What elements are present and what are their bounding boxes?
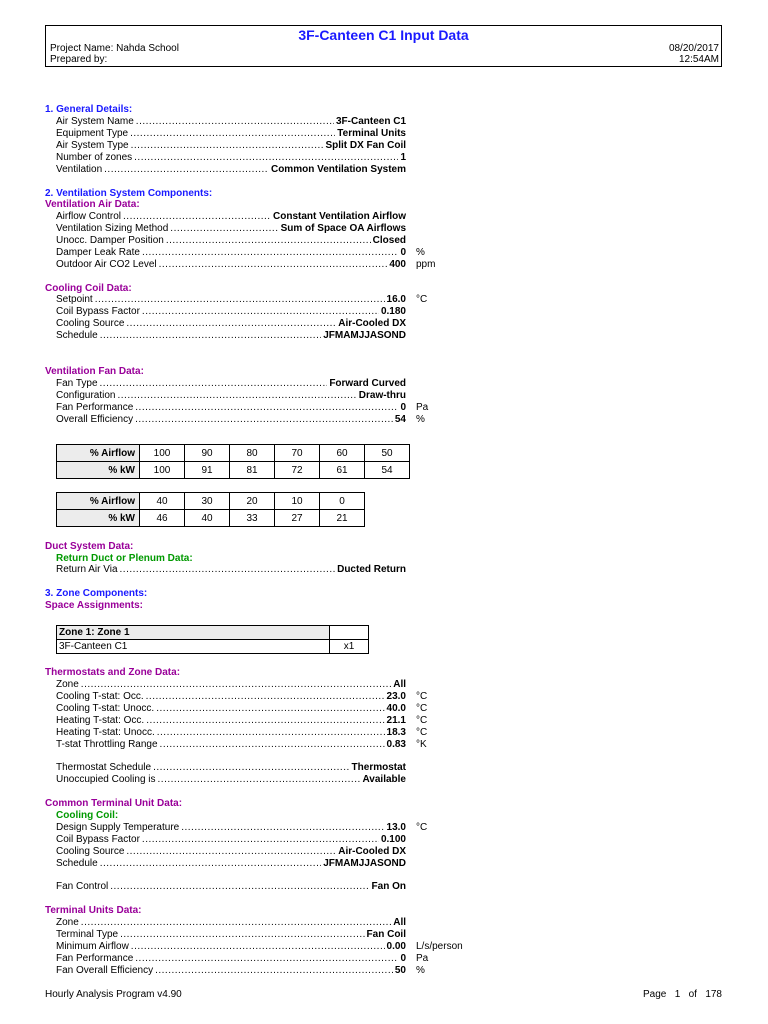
table-cell: 60 [320,445,365,462]
data-row [56,941,406,953]
leader-dots [170,223,278,235]
leader-dots [136,116,334,128]
data-row [56,834,406,846]
row-label: Number of zones [56,152,133,163]
data-row [56,318,406,330]
data-row [56,223,406,235]
data-row [56,247,406,259]
data-row [56,259,406,271]
data-row [56,822,406,834]
leader-dots [159,259,388,271]
leader-dots [104,164,269,176]
row-label: Coil Bypass Factor [56,834,140,845]
space-name-cell: 3F-Canteen C1 [57,640,330,654]
table-cell: 70 [275,445,320,462]
row-value: 13.0 [386,822,406,833]
leader-dots [120,564,336,576]
data-row [56,306,406,318]
data-row [56,858,406,870]
table-cell: 10 [275,493,320,510]
page-label: Page [643,989,667,1000]
row-label: Design Supply Temperature [56,822,180,833]
leader-dots [146,715,384,727]
leader-dots [100,858,322,870]
table-cell: 21 [320,510,365,527]
row-value: 400 [389,259,406,270]
row-value: 40.0 [386,703,406,714]
row-label: T-stat Throttling Range [56,739,158,750]
row-label: Thermostat Schedule [56,762,152,773]
row-label: Schedule [56,858,98,869]
table-cell: 81 [230,462,275,479]
row-label: Heating T-stat: Occ. [56,715,145,726]
table-cell: 20 [230,493,275,510]
fan-curve-table-2 [56,492,365,527]
row-label: Setpoint [56,294,93,305]
row-unit: °C [416,727,428,738]
leader-dots [131,941,385,953]
section-ventilation-heading: 2. Ventilation System Components: [45,188,213,199]
data-row [56,953,406,965]
row-label: Cooling Source [56,318,125,329]
data-row [56,929,406,941]
row-label: Damper Leak Rate [56,247,140,258]
row-value: Common Ventilation System [270,164,406,175]
row-value: 0 [400,402,406,413]
row-value: 0 [400,247,406,258]
table-cell: 91 [185,462,230,479]
table-cell: 100 [140,462,185,479]
row-unit: °C [416,294,428,305]
project-name: Project Name: Nahda School [50,43,179,54]
row-label: Air System Type [56,140,129,151]
duct-system-heading: Duct System Data: [45,541,134,552]
row-value: 0.100 [380,834,406,845]
page-of-label: of [688,989,697,1000]
row-value: Air-Cooled DX [338,846,406,857]
section-general-heading: 1. General Details: [45,104,133,115]
row-value: 3F-Canteen C1 [335,116,406,127]
row-label: Fan Type [56,378,98,389]
cooling-coil-heading: Cooling Coil Data: [45,283,132,294]
leader-dots [81,679,391,691]
row-value: 0 [400,953,406,964]
leader-dots [110,881,369,893]
row-unit: °C [416,715,428,726]
data-row [56,128,406,140]
row-label: Airflow Control [56,211,122,222]
row-label: Zone [56,679,79,690]
data-row [56,140,406,152]
row-value: Terminal Units [337,128,406,139]
data-row [56,965,406,977]
data-row [56,691,406,703]
row-label: Minimum Airflow [56,941,129,952]
row-value: Draw-thru [358,390,406,401]
thermostats-heading: Thermostats and Zone Data: [45,667,181,678]
table-row [57,445,410,462]
table-cell: 33 [230,510,275,527]
table-cell: 40 [185,510,230,527]
row-value: Closed [372,235,406,246]
row-value: Available [362,774,406,785]
row-value: 21.1 [386,715,406,726]
data-row [56,846,406,858]
table-cell: 80 [230,445,275,462]
leader-dots [166,235,371,247]
row-value: 0.180 [380,306,406,317]
row-value: 16.0 [386,294,406,305]
row-label: Unocc. Damper Position [56,235,164,246]
row-value: 0.83 [386,739,406,750]
row-value: Thermostat [351,762,406,773]
leader-dots [142,834,379,846]
leader-dots [181,822,384,834]
data-row [56,727,406,739]
space-multiplier-cell: x1 [330,640,369,654]
report-header [45,25,722,67]
row-label: Outdoor Air CO2 Level [56,259,157,270]
leader-dots [135,402,398,414]
row-unit: L/s/person [416,941,463,952]
prepared-by: Prepared by: [50,54,108,65]
terminal-units-heading: Terminal Units Data: [45,905,142,916]
page-total: 178 [705,989,722,1000]
row-label: Ventilation Sizing Method [56,223,169,234]
page-number [643,989,722,1000]
row-value: Sum of Space OA Airflows [280,223,406,234]
row-label: Ventilation [56,164,103,175]
row-unit: °C [416,691,428,702]
airflow-header-cell: % Airflow [57,445,140,462]
row-value: Split DX Fan Coil [325,140,406,151]
space-assignments-heading: Space Assignments: [45,600,143,611]
kw-header-cell: % kW [57,510,140,527]
row-label: Cooling T-stat: Occ. [56,691,144,702]
row-unit: Pa [416,953,429,964]
row-unit: ppm [416,259,436,270]
leader-dots [126,318,336,330]
leader-dots [131,140,324,152]
leader-dots [126,846,336,858]
zone-assignment-table [56,625,369,654]
data-row [56,390,406,402]
leader-dots [160,739,385,751]
row-value: Air-Cooled DX [338,318,406,329]
row-unit: Pa [416,402,429,413]
leader-dots [156,703,384,715]
leader-dots [155,965,393,977]
table-row [57,626,369,640]
airflow-header-cell: % Airflow [57,493,140,510]
data-row [56,703,406,715]
table-cell: 72 [275,462,320,479]
data-row [56,164,406,176]
row-label: Fan Performance [56,953,134,964]
row-value: 1 [400,152,406,163]
leader-dots [158,774,361,786]
return-air-row [56,564,406,576]
page-title: 3F-Canteen C1 Input Data [298,27,469,43]
row-label: Configuration [56,390,116,401]
leader-dots [134,152,398,164]
row-label: Schedule [56,330,98,341]
table-cell: 90 [185,445,230,462]
leader-dots [157,727,385,739]
leader-dots [81,917,391,929]
row-value: 23.0 [386,691,406,702]
zone-header-cell: Zone 1: Zone 1 [57,626,330,640]
row-label: Return Air Via [56,564,118,575]
row-value: Fan On [371,881,406,892]
row-label: Coil Bypass Factor [56,306,140,317]
table-cell: 46 [140,510,185,527]
row-label: Fan Overall Efficiency [56,965,154,976]
table-cell: 27 [275,510,320,527]
row-unit: °K [416,739,427,750]
data-row [56,774,406,786]
section-zone-heading: 3. Zone Components: [45,588,148,599]
row-value: 0.00 [386,941,406,952]
page-current: 1 [674,989,681,1000]
data-row [56,762,406,774]
data-row [56,715,406,727]
fan-curve-table-1 [56,444,410,479]
data-row [56,402,406,414]
table-row [57,640,369,654]
common-terminal-heading: Common Terminal Unit Data: [45,798,183,809]
data-row [56,152,406,164]
kw-header-cell: % kW [57,462,140,479]
leader-dots [100,330,322,342]
row-value: All [393,679,406,690]
leader-dots [130,128,335,140]
leader-dots [142,247,399,259]
data-row [56,414,406,426]
row-value: JFMAMJJASOND [323,330,406,341]
table-row [57,493,365,510]
report-date: 08/20/2017 [668,43,719,54]
report-time: 12:54AM [678,54,719,65]
row-value: 50 [394,965,406,976]
row-label: Fan Control [56,881,109,892]
ctu-cooling-coil-heading: Cooling Coil: [56,810,119,821]
row-label: Terminal Type [56,929,119,940]
table-cell: 0 [320,493,365,510]
row-label: Cooling Source [56,846,125,857]
ventilation-fan-heading: Ventilation Fan Data: [45,366,144,377]
row-label: Equipment Type [56,128,129,139]
table-cell: 40 [140,493,185,510]
leader-dots [135,953,398,965]
row-label: Fan Performance [56,402,134,413]
leader-dots [142,306,379,318]
fan-control-row [56,881,406,893]
return-duct-heading: Return Duct or Plenum Data: [56,553,193,564]
data-row [56,378,406,390]
leader-dots [100,378,328,390]
leader-dots [95,294,385,306]
program-name: Hourly Analysis Program v4.90 [45,989,182,1000]
row-value: All [393,917,406,928]
row-label: Unoccupied Cooling is [56,774,156,785]
leader-dots [117,390,356,402]
table-cell: 100 [140,445,185,462]
row-label: Zone [56,917,79,928]
row-label: Heating T-stat: Unocc. [56,727,155,738]
row-label: Cooling T-stat: Unocc. [56,703,155,714]
row-unit: % [416,414,425,425]
data-row [56,330,406,342]
data-row [56,235,406,247]
row-label: Air System Name [56,116,134,127]
table-cell: 30 [185,493,230,510]
row-unit: °C [416,822,428,833]
data-row [56,679,406,691]
data-row [56,294,406,306]
row-value: Constant Ventilation Airflow [273,211,406,222]
row-unit: % [416,247,425,258]
data-row [56,739,406,751]
row-value: 54 [394,414,406,425]
leader-dots [123,211,271,223]
data-row [56,211,406,223]
zone-header-blank [330,626,369,640]
table-cell: 54 [365,462,410,479]
leader-dots [153,762,349,774]
table-row [57,462,410,479]
row-unit: °C [416,703,428,714]
table-cell: 50 [365,445,410,462]
row-value: Ducted Return [337,564,406,575]
table-cell: 61 [320,462,365,479]
leader-dots [120,929,364,941]
row-value: 18.3 [386,727,406,738]
row-label: Overall Efficiency [56,414,134,425]
row-value: Fan Coil [366,929,406,940]
row-unit: % [416,965,425,976]
ventilation-air-heading: Ventilation Air Data: [45,199,140,210]
table-row [57,510,365,527]
leader-dots [146,691,385,703]
leader-dots [135,414,393,426]
data-row [56,917,406,929]
data-row [56,116,406,128]
row-value: Forward Curved [329,378,406,389]
row-value: JFMAMJJASOND [323,858,406,869]
